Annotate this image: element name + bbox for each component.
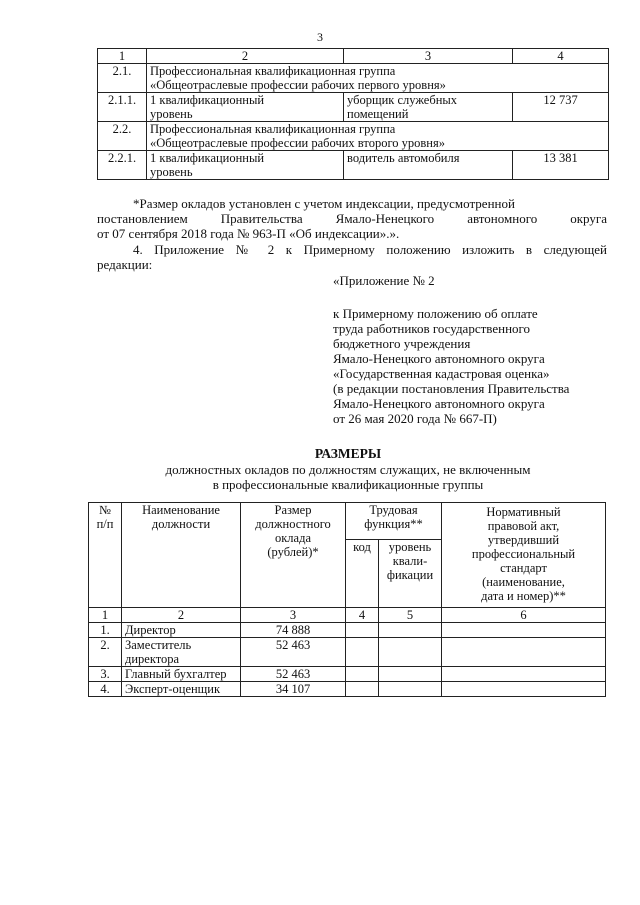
- empty-cell: [379, 623, 442, 638]
- empty-cell: [346, 682, 379, 697]
- empty-cell: [442, 682, 606, 697]
- salary-value: 74 888: [241, 623, 346, 638]
- row-number: 2.: [89, 638, 122, 667]
- item-4-paragraph: 4. Приложение № 2 к Примерному положению изложить в следующей редакции:: [97, 242, 607, 272]
- table-header-row: [98, 49, 609, 64]
- appendix-title: «Приложение № 2: [333, 273, 435, 288]
- qualification-level: 1 квалификационный уровень: [147, 93, 344, 122]
- table-header-row: [89, 503, 606, 540]
- table-row: [89, 623, 606, 638]
- empty-cell: [346, 667, 379, 682]
- position-name: уборщик служебных помещений: [344, 93, 513, 122]
- row-number: 4.: [89, 682, 122, 697]
- qualification-level: 1 квалификационный уровень: [147, 151, 344, 180]
- col-header-name: Наименование должности: [122, 503, 241, 608]
- empty-cell: [346, 623, 379, 638]
- row-number: 2.1.1.: [98, 93, 147, 122]
- row-number: 1.: [89, 623, 122, 638]
- table-row: [89, 638, 606, 667]
- table-row: [98, 122, 609, 151]
- empty-cell: [379, 667, 442, 682]
- salary-value: 52 463: [241, 667, 346, 682]
- position-name: Директор: [122, 623, 241, 638]
- salary-value: 13 381: [513, 151, 609, 180]
- col-header-legal-act: Нормативный правовой акт, утвердивший профессиональный стандарт (наименование, дата и номер)**: [442, 503, 606, 608]
- col-number: 5: [379, 608, 442, 623]
- position-name: Эксперт-оценщик: [122, 682, 241, 697]
- col-number: 6: [442, 608, 606, 623]
- empty-cell: [442, 623, 606, 638]
- col-header: 4: [513, 49, 609, 64]
- table-row: [89, 667, 606, 682]
- col-header: 1: [98, 49, 147, 64]
- section-heading: [88, 446, 608, 492]
- footnote: *Размер окладов установлен с учетом индексации, предусмотренной постановлением Правительства Ямало-Ненецкого автономного округа от 07 сентября 2018 года № 963-П «Об индексации».».: [97, 196, 607, 241]
- table-row: [98, 64, 609, 93]
- position-name: Главный бухгалтер: [122, 667, 241, 682]
- col-header-code: код: [346, 540, 379, 608]
- position-name: Заместитель директора: [122, 638, 241, 667]
- heading-subtitle: должностных окладов по должностям служащих, не включенным: [165, 462, 531, 477]
- row-number: 2.2.: [98, 122, 147, 151]
- row-number: 2.2.1.: [98, 151, 147, 180]
- empty-cell: [346, 638, 379, 667]
- page-number: 3: [317, 30, 323, 44]
- col-number: 4: [346, 608, 379, 623]
- col-header-function: Трудовая функция**: [346, 503, 442, 540]
- row-number: 3.: [89, 667, 122, 682]
- column-numbers-row: [89, 608, 606, 623]
- table-row: [98, 151, 609, 180]
- salary-table: [88, 502, 606, 697]
- row-number: 2.1.: [98, 64, 147, 93]
- empty-cell: [442, 638, 606, 667]
- col-number: 3: [241, 608, 346, 623]
- col-number: 1: [89, 608, 122, 623]
- group-title: Профессиональная квалификационная группа «Общеотраслевые профессии рабочих второго уровня»: [147, 122, 609, 151]
- col-header-salary: Размер должностного оклада (рублей)*: [241, 503, 346, 608]
- salary-value: 34 107: [241, 682, 346, 697]
- group-title: Профессиональная квалификационная группа «Общеотраслевые профессии рабочих первого уровня»: [147, 64, 609, 93]
- col-header-number: № п/п: [89, 503, 122, 608]
- appendix-reference: к Примерному положению об оплате труда работников государственного бюджетного учреждения Ямало-Ненецкого автономного округа «Государственная кадастровая оценка» (в редакции постановления Правительства Ямало-Ненецкого автономного округа от 26 мая 2020 года № 667-П): [333, 306, 570, 426]
- table-row: [98, 93, 609, 122]
- col-header: 3: [344, 49, 513, 64]
- col-header: 2: [147, 49, 344, 64]
- salary-value: 52 463: [241, 638, 346, 667]
- col-number: 2: [122, 608, 241, 623]
- salary-value: 12 737: [513, 93, 609, 122]
- empty-cell: [379, 638, 442, 667]
- col-header-level: уровень квали- фикации: [379, 540, 442, 608]
- heading-title: РАЗМЕРЫ: [314, 446, 382, 461]
- position-name: водитель автомобиля: [344, 151, 513, 180]
- table-row: [89, 682, 606, 697]
- heading-subtitle: в профессиональные квалификационные группы: [212, 477, 484, 492]
- qualification-table: [97, 48, 609, 180]
- empty-cell: [442, 667, 606, 682]
- empty-cell: [379, 682, 442, 697]
